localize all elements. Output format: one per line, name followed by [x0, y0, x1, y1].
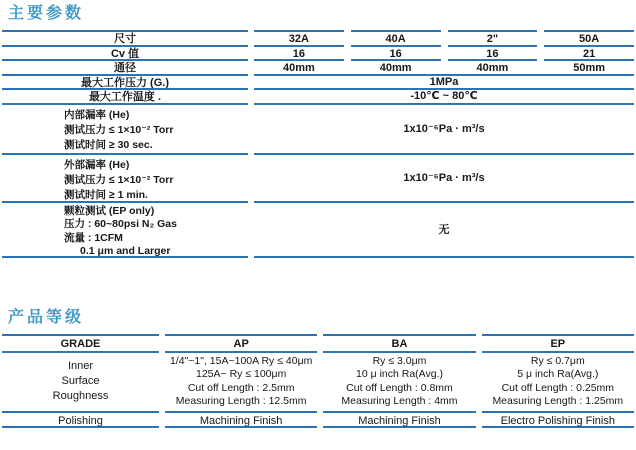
label-line: 内部漏率 (He) [64, 108, 130, 121]
cell-line: Measuring Length : 4mm [341, 395, 458, 407]
table-cell: 40mm [351, 59, 441, 74]
table-cell-ap: Machining Finish [165, 411, 317, 428]
label-line: Roughness [52, 390, 109, 402]
product-grade-section [2, 308, 634, 428]
row-values [254, 30, 634, 45]
table-row-max-pressure [2, 74, 634, 89]
cell-line: 10 μ inch Ra(Avg.) [356, 368, 443, 380]
table-cell-span: -10℃ ~ 80℃ [254, 88, 634, 103]
table-row-particle-test [2, 201, 634, 258]
table-cell: 32A [254, 30, 344, 45]
table-cell: 16 [351, 45, 441, 60]
row-label: Cv 值 [2, 45, 248, 60]
cell-line: Measuring Length : 1.25mm [492, 395, 624, 407]
table-row-cv [2, 45, 634, 60]
table-row-size [2, 30, 634, 45]
main-params-table [2, 30, 634, 258]
table-cell: 2" [448, 30, 538, 45]
table-cell: 40mm [254, 59, 344, 74]
table-row-external-leak [2, 153, 634, 201]
row-label-block [2, 103, 248, 153]
table-cell: 40mm [448, 59, 538, 74]
row-label-block [2, 153, 248, 201]
table-cell: 50A [544, 30, 634, 45]
table-row-internal-leak [2, 103, 634, 153]
label-line: 测试时间 ≥ 30 sec. [64, 138, 153, 151]
main-params-section [2, 4, 634, 258]
table-cell-span: 1x10⁻⁶Pa · m³/s [254, 103, 634, 153]
cell-line: Cut off Length : 0.25mm [501, 381, 615, 394]
table-cell: 16 [448, 45, 538, 60]
row-label: 通径 [2, 59, 248, 74]
table-cell-ep: Electro Polishing Finish [482, 411, 634, 428]
product-grade-title: 产品等级 [8, 308, 85, 326]
row-values [254, 103, 634, 153]
cell-line: Cut off Length : 0.8mm [346, 381, 453, 394]
grade-header-row [2, 334, 634, 351]
label-line: 0.1 μm and Larger [80, 245, 171, 257]
row-values [254, 153, 634, 201]
label-line: Inner [67, 360, 94, 372]
row-values [254, 59, 634, 74]
row-values [254, 74, 634, 89]
cell-line: 1/4"~1", 15A~100A Ry ≤ 40μm [169, 354, 313, 367]
table-cell-ep [482, 351, 634, 411]
row-label: 最大工作温度 . [2, 88, 248, 103]
table-row-bore [2, 59, 634, 74]
product-grade-table [2, 334, 634, 428]
table-cell-span: 1x10⁻⁶Pa · m³/s [254, 153, 634, 201]
table-cell: 50mm [544, 59, 634, 74]
table-row-max-temp [2, 88, 634, 103]
table-cell-ba: Machining Finish [323, 411, 475, 428]
section-gap [2, 258, 634, 308]
table-cell: 40A [351, 30, 441, 45]
table-cell-span: 1MPa [254, 74, 634, 89]
label-line: Surface [61, 375, 100, 387]
table-cell-span: 无 [254, 201, 634, 258]
label-line: 压力 : 60~80psi N₂ Gas [64, 218, 177, 230]
row-values [254, 45, 634, 60]
label-line: 外部漏率 (He) [64, 158, 130, 171]
row-label-block [2, 201, 248, 258]
cell-line: Ry ≤ 0.7μm [530, 354, 585, 367]
label-line: 流量 : 1CFM [64, 231, 123, 244]
row-label: 尺寸 [2, 30, 248, 45]
main-params-title: 主要参数 [8, 5, 85, 22]
column-header: GRADE [2, 334, 159, 351]
table-cell: 21 [544, 45, 634, 60]
label-line: 测试压力 ≤ 1×10⁻² Torr [64, 123, 174, 136]
row-values [254, 88, 634, 103]
row-label-block [2, 351, 159, 411]
label-line: 颗粒测试 (EP only) [64, 204, 155, 217]
label-line: 测试时间 ≥ 1 min. [64, 188, 148, 201]
table-cell-ba [323, 351, 475, 411]
label-line: 测试压力 ≤ 1×10⁻² Torr [64, 173, 174, 186]
table-cell: 16 [254, 45, 344, 60]
cell-line: 5 μ inch Ra(Avg.) [517, 368, 599, 380]
row-values [254, 201, 634, 258]
column-header: AP [165, 334, 317, 351]
column-header: EP [482, 334, 634, 351]
roughness-row [2, 351, 634, 411]
cell-line: Ry ≤ 3.0μm [372, 354, 427, 367]
cell-line: Measuring Length : 12.5mm [175, 395, 307, 407]
table-cell-ap [165, 351, 317, 411]
row-label: 最大工作压力 (G.) [2, 74, 248, 89]
polishing-row [2, 411, 634, 428]
cell-line: Cut off Length : 2.5mm [187, 381, 295, 394]
cell-line: 125A~ Ry ≤ 100μm [196, 368, 287, 380]
column-header: BA [323, 334, 475, 351]
row-label: Polishing [2, 411, 159, 428]
